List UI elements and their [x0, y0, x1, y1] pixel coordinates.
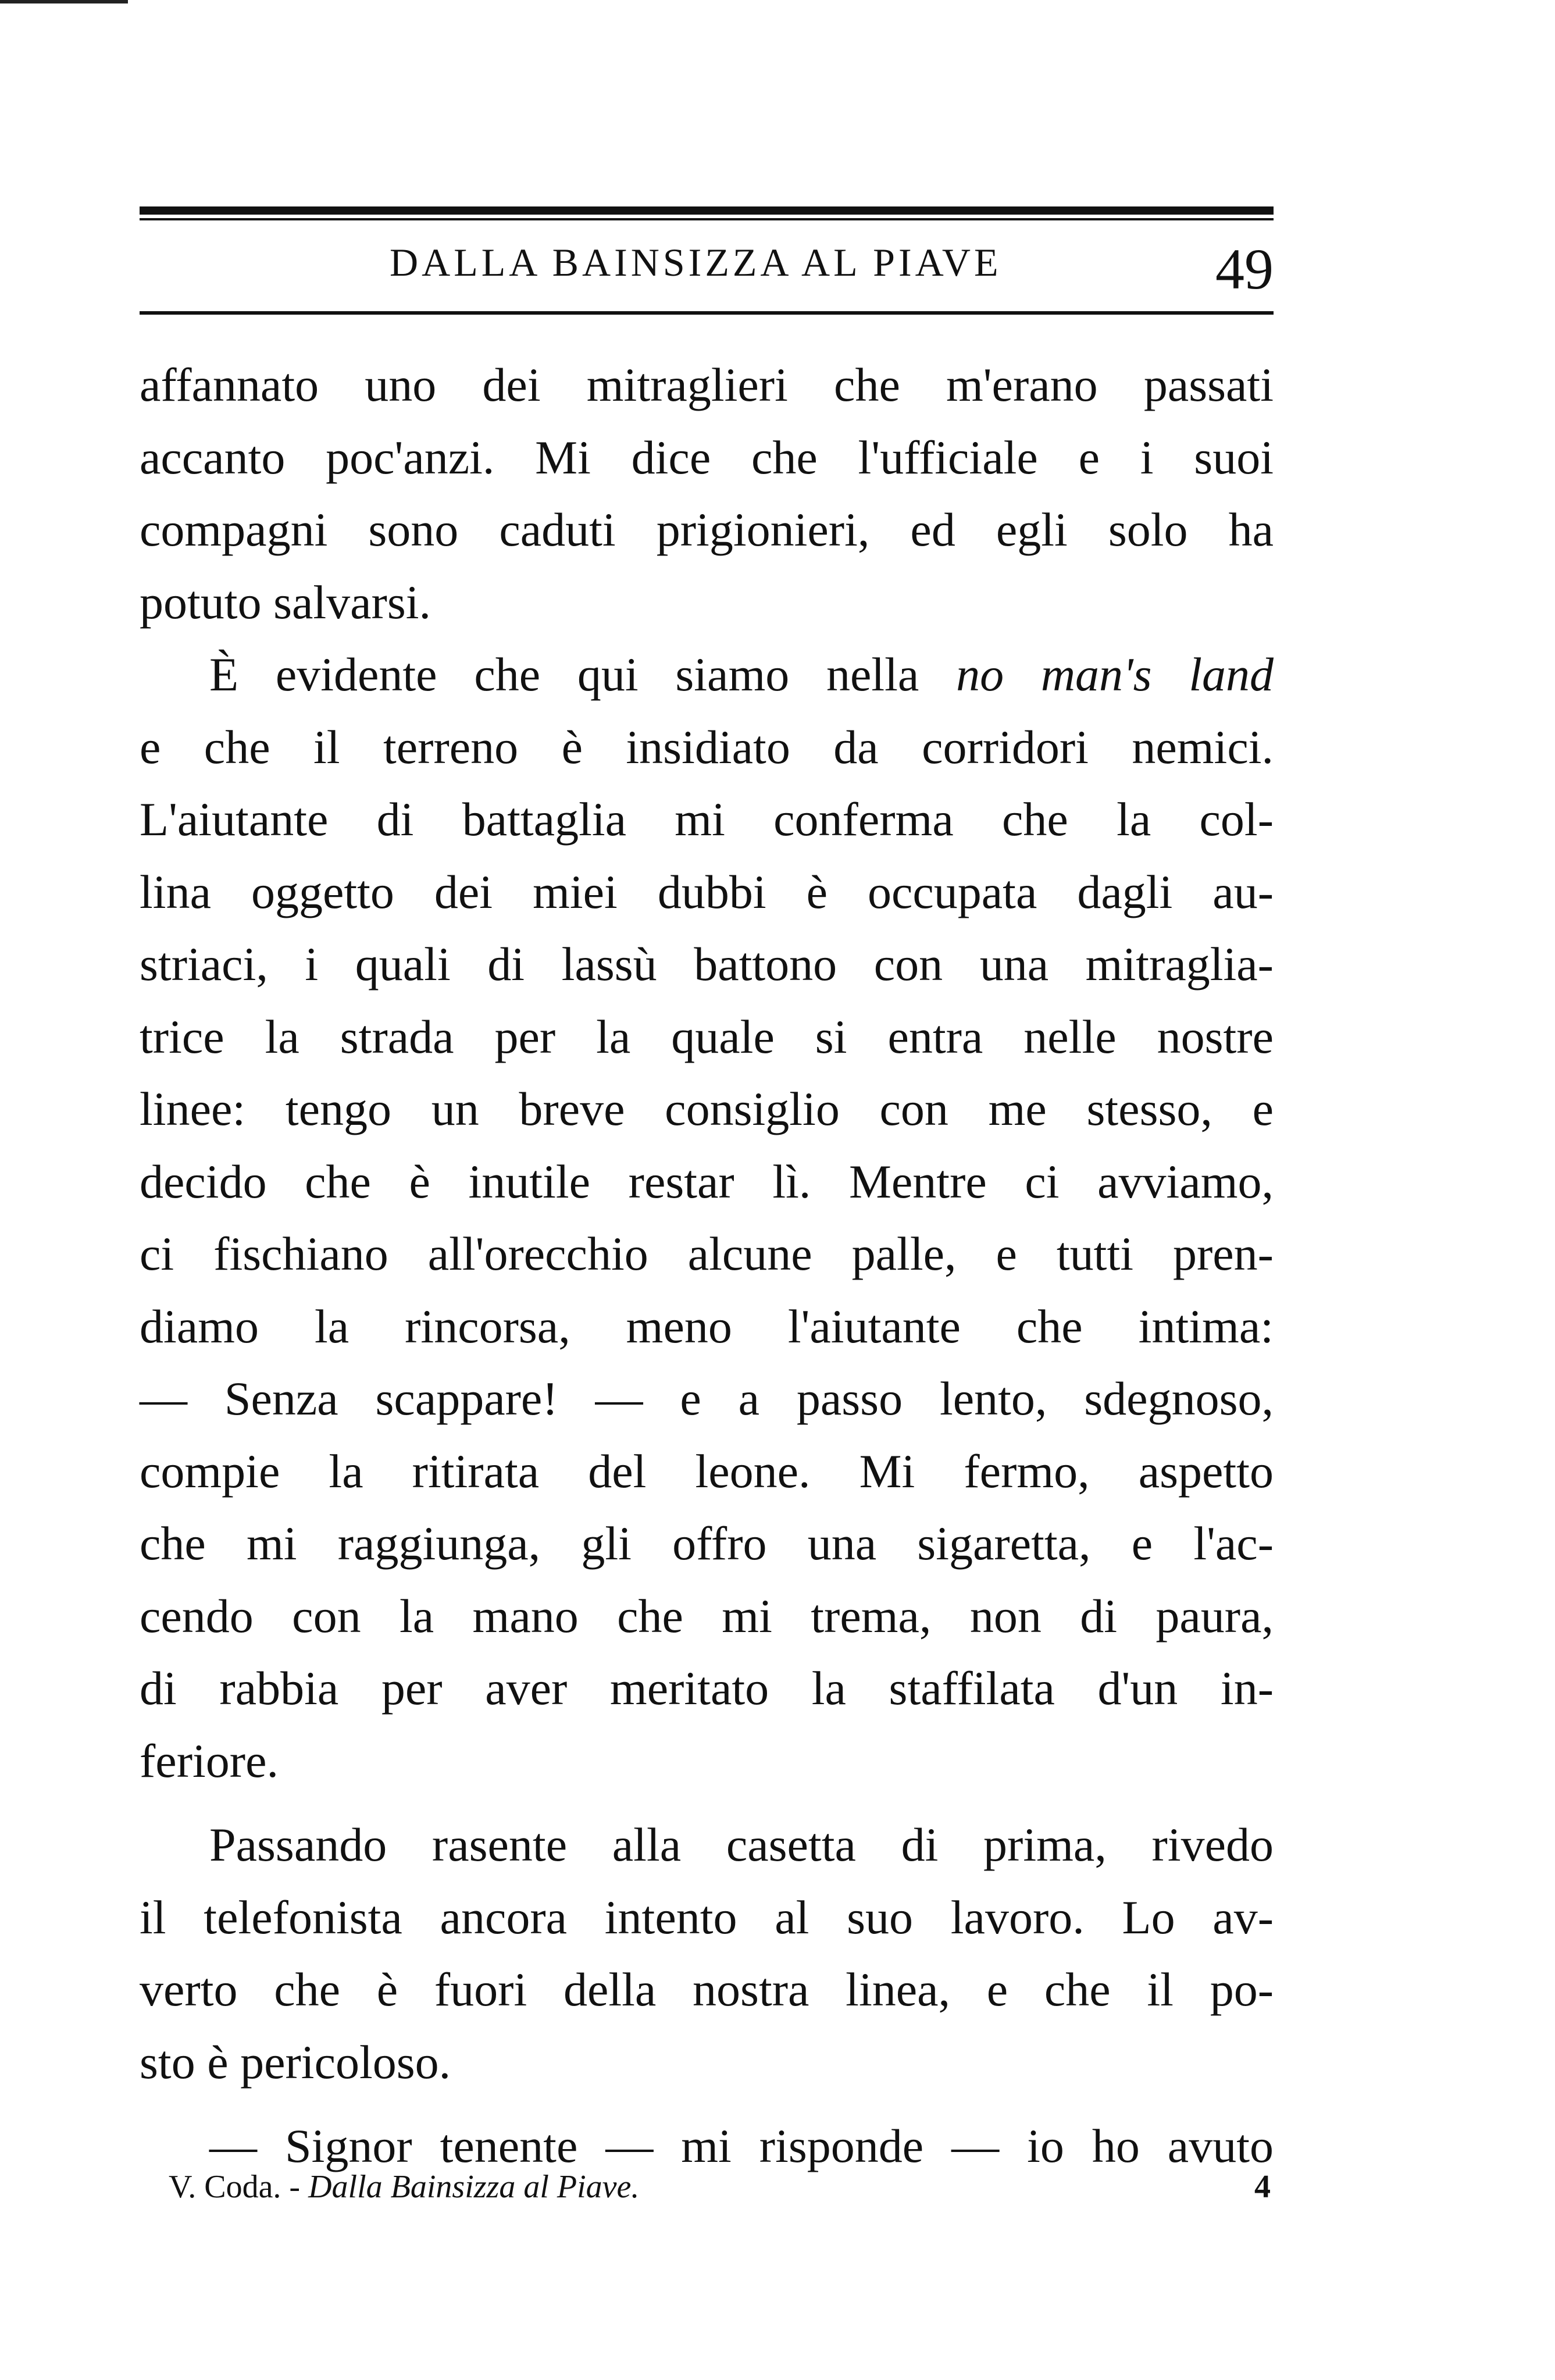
- text-line: verto che è fuori della nostra linea, e che il po-: [140, 1963, 1274, 2016]
- text-line: cendo con la mano che mi trema, non di paura,: [140, 1589, 1274, 1643]
- text-line: compie la ritirata del leone. Mi fermo, aspetto: [140, 1444, 1274, 1498]
- text-line: e che il terreno è insidiato da corridori nemici.: [140, 720, 1274, 774]
- text-line: feriore.: [140, 1734, 279, 1787]
- text-line: Passando rasente alla casetta di prima, rivedo: [209, 1818, 1274, 1871]
- text-line: lina oggetto dei miei dubbi è occupata dagli au-: [140, 865, 1274, 918]
- text-line: trice la strada per la quale si entra nelle nostre: [140, 1010, 1274, 1063]
- text-line: il telefonista ancora intento al suo lavoro. Lo av-: [140, 1890, 1274, 1944]
- text-line-part: È evidente che qui siamo nella: [209, 648, 957, 701]
- paragraph-gap: [140, 1797, 1274, 1809]
- text-line: affannato uno dei mitraglieri che m'erano passati: [140, 358, 1274, 411]
- text-line: L'aiutante di battaglia mi conferma che la col-: [140, 793, 1274, 846]
- text-line: linee: tengo un breve consiglio con me stesso, e: [140, 1082, 1274, 1135]
- running-title: DALLA BAINSIZZA AL PIAVE: [390, 240, 1002, 284]
- text-line: diamo la rincorsa, meno l'aiutante che intima:: [140, 1299, 1274, 1353]
- text-line: sto è pericoloso.: [140, 2035, 451, 2089]
- text-line: [140, 639, 1274, 711]
- header-top-thin-rule: [140, 218, 1274, 220]
- text-line: — Senza scappare! — e a passo lento, sdegnoso,: [140, 1372, 1274, 1425]
- header-top-rule: [140, 206, 1274, 215]
- text-line: ci fischiano all'orecchio alcune palle, e tutti pren-: [140, 1227, 1274, 1280]
- text-line: striaci, i quali di lassù battono con una mitraglia-: [140, 938, 1274, 991]
- text-line: — Signor tenente — mi risponde — io ho avuto: [209, 2119, 1274, 2172]
- page-number: 49: [1215, 237, 1274, 301]
- signature-text: [169, 2161, 639, 2213]
- header-bottom-rule: [140, 311, 1274, 315]
- text-line: potuto salvarsi.: [140, 575, 431, 629]
- signature-author: V. Coda. -: [169, 2169, 309, 2205]
- signature-number: 4: [1254, 2169, 1271, 2205]
- scan-edge-mark: [0, 0, 128, 3]
- italic-phrase: no man's land: [956, 648, 1274, 701]
- text-line: che mi raggiunga, gli offro una sigaretta, e l'ac-: [140, 1517, 1274, 1570]
- signature-title: Dalla Bainsizza al Piave.: [308, 2169, 640, 2205]
- paragraph-gap: [140, 2098, 1274, 2110]
- text-line: di rabbia per aver meritato la staffilata d'un in-: [140, 1662, 1274, 1715]
- text-line: decido che è inutile restar lì. Mentre ci avviamo,: [140, 1155, 1274, 1208]
- printer-signature: [169, 2161, 1274, 2213]
- text-line: accanto poc'anzi. Mi dice che l'ufficiale e i suoi: [140, 430, 1274, 484]
- text-line: compagni sono caduti prigionieri, ed egli solo ha: [140, 503, 1274, 556]
- body-text: [140, 349, 1274, 2183]
